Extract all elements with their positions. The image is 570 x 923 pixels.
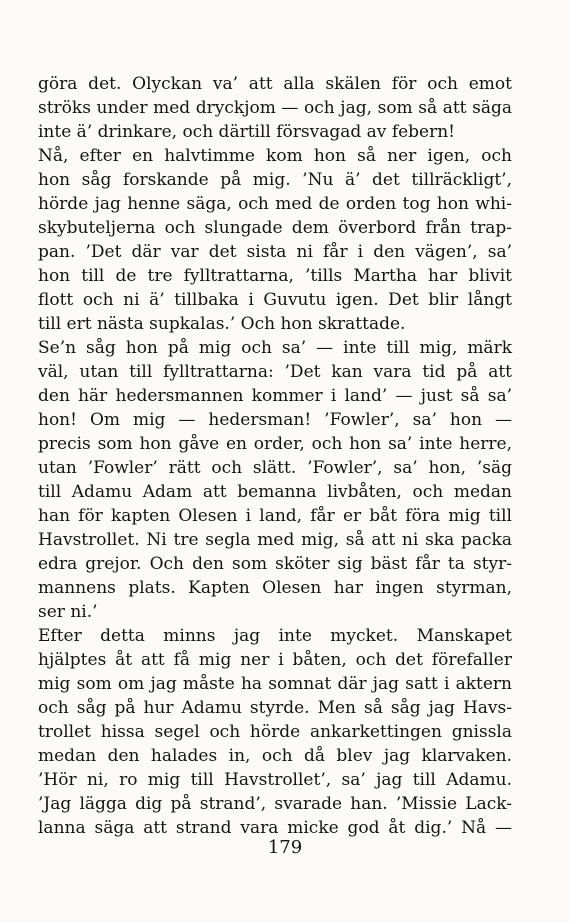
text-line: inte ä’ drinkare, och därtill försvagad av febern!: [38, 122, 456, 142]
text-line: väl, utan till fylltrattarna: ’Det kan vara tid på att: [38, 362, 512, 382]
text-line: ’Jag lägga dig på strand’, svarade han. ’Missie Lack-: [38, 794, 512, 814]
text-line: edra grejor. Och den som sköter sig bäst får ta styr-: [38, 554, 512, 574]
text-line: den här hedersmannen kommer i land’ — just så sa’: [38, 386, 512, 406]
text-line: till ert nästa supkalas.’ Och hon skrattade.: [38, 314, 406, 334]
text-line: hon till de tre fylltrattarna, ’tills Martha har blivit: [38, 266, 512, 286]
text-line: hon! Om mig — hedersman! ’Fowler’, sa’ hon —: [38, 410, 512, 430]
text-line: skybuteljerna och slungade dem överbord från trap-: [38, 218, 512, 238]
text-line: mannens plats. Kapten Olesen har ingen styrman,: [38, 578, 512, 598]
text-line: hörde jag henne säga, och med de orden tog hon whi-: [38, 194, 512, 214]
text-line: Se’n såg hon på mig och sa’ — inte till mig, märk: [38, 338, 512, 358]
text-line: Havstrollet. Ni tre segla med mig, så att ni ska packa: [38, 530, 512, 550]
text-line: hjälptes åt att få mig ner i båten, och det förefaller: [38, 650, 512, 670]
text-line: pan. ’Det där var det sista ni får i den vägen’, sa’: [38, 242, 512, 262]
text-line: ser ni.’: [38, 602, 98, 622]
text-line: han för kapten Olesen i land, får er båt föra mig till: [38, 506, 512, 526]
text-line: utan ’Fowler’ rätt och slätt. ’Fowler’, sa’ hon, ’säg: [38, 458, 512, 478]
text-line: Efter detta minns jag inte mycket. Manskapet: [38, 626, 512, 646]
text-line: och såg på hur Adamu styrde. Men så såg jag Havs-: [38, 698, 512, 718]
text-line: flott och ni ä’ tillbaka i Guvutu igen. Det blir långt: [38, 290, 512, 310]
text-line: ströks under med dryckjom — och jag, som så att säga: [38, 98, 512, 118]
text-line: till Adamu Adam att bemanna livbåten, och medan: [38, 482, 512, 502]
text-line: medan den halades in, och då blev jag klarvaken.: [38, 746, 512, 766]
text-line: hon såg forskande på mig. ’Nu ä’ det tillräckligt’,: [38, 170, 512, 190]
text-line: precis som hon gåve en order, och hon sa’ inte herre,: [38, 434, 512, 454]
text-line: mig som om jag måste ha somnat där jag satt i aktern: [38, 674, 512, 694]
text-line: Nå, efter en halvtimme kom hon så ner igen, och: [38, 146, 512, 166]
body-text: [38, 72, 512, 840]
page-number: 179: [267, 837, 303, 858]
text-line: göra det. Olyckan va’ att alla skälen för och emot: [38, 74, 512, 94]
text-line: lanna säga att strand vara micke god åt dig.’ Nå —: [38, 818, 512, 838]
text-line: trollet hissa segel och hörde ankarkettingen gnissla: [38, 722, 512, 742]
text-line: ’Hör ni, ro mig till Havstrollet’, sa’ jag till Adamu.: [38, 770, 512, 790]
